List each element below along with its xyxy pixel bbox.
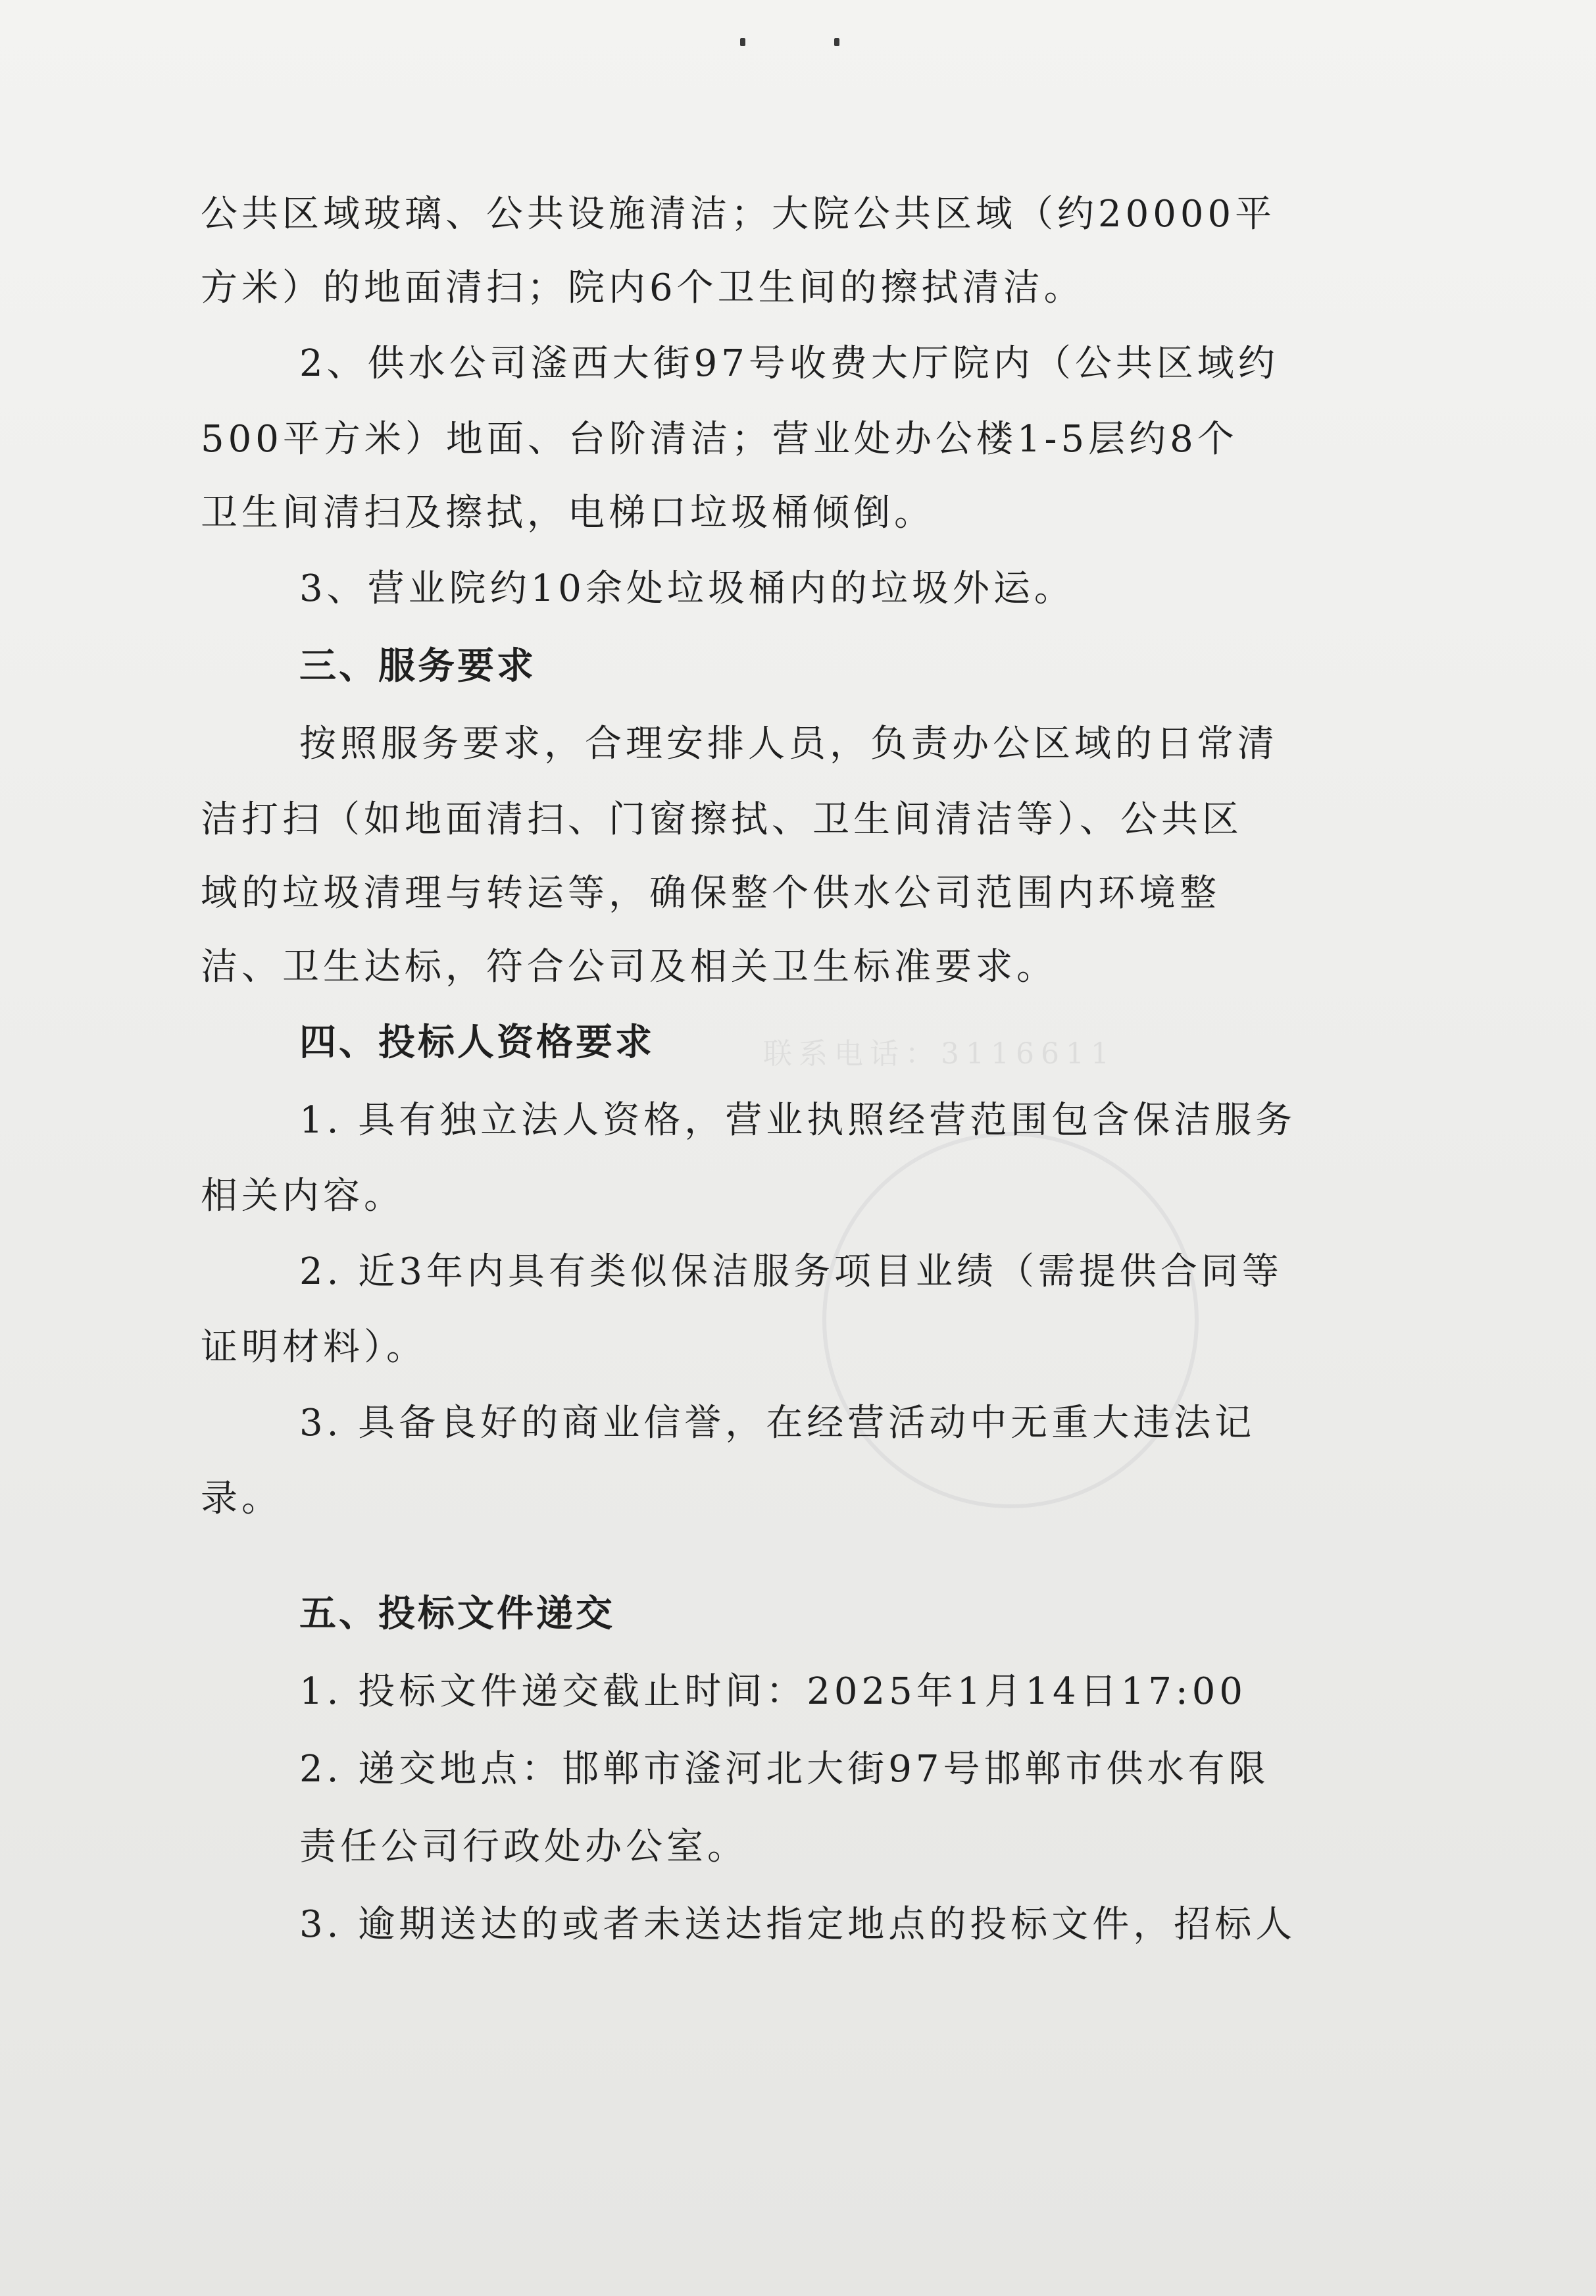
list-item-line: 1. 具有独立法人资格，营业执照经营范围包含保洁服务 <box>299 1099 1297 1142</box>
list-item-line: 1. 投标文件递交截止时间：2025年1月14日17:00 <box>299 1670 1247 1713</box>
document-body <box>201 178 1385 1964</box>
paragraph-line: 域的垃圾清理与转运等，确保整个供水公司范围内环境整 <box>201 872 1220 915</box>
list-item-line: 3、营业院约10余处垃圾桶内的垃圾外运。 <box>299 567 1075 610</box>
paragraph-line: 500平方米）地面、台阶清洁；营业处办公楼1-5层约8个 <box>201 418 1238 461</box>
section-spacer <box>201 1536 1385 1575</box>
punch-hole-mark <box>834 38 839 46</box>
section-heading: 五、投标文件递交 <box>299 1593 615 1635</box>
paragraph-line: 公共区域玻璃、公共设施清洁；大院公共区域（约20000平 <box>201 193 1276 236</box>
paragraph-line: 按照服务要求，合理安排人员，负责办公区域的日常清 <box>299 723 1278 765</box>
list-item-line: 2. 递交地点：邯郸市滏河北大街97号邯郸市供水有限 <box>299 1748 1270 1791</box>
list-item-line: 2、供水公司滏西大街97号收费大厅院内（公共区域约 <box>299 342 1279 385</box>
paragraph-line: 相关内容。 <box>201 1175 405 1217</box>
paragraph-line: 洁打扫（如地面清扫、门窗擦拭、卫生间清洁等）、公共区 <box>201 798 1243 841</box>
punch-hole-mark <box>740 38 745 46</box>
paragraph-line: 责任公司行政处办公室。 <box>299 1825 748 1868</box>
paragraph-line: 卫生间清扫及擦拭，电梯口垃圾桶倾倒。 <box>201 492 935 534</box>
bleed-through-text: 联系电话：3116611 <box>763 1037 1116 1071</box>
section-heading: 四、投标人资格要求 <box>299 1021 655 1064</box>
paragraph-line: 洁、卫生达标，符合公司及相关卫生标准要求。 <box>201 946 1057 988</box>
list-item-line: 2. 近3年内具有类似保洁服务项目业绩（需提供合同等 <box>299 1250 1283 1293</box>
list-item-line: 3. 逾期送达的或者未送达指定地点的投标文件，招标人 <box>299 1903 1297 1946</box>
paragraph-line: 方米）的地面清扫；院内6个卫生间的擦拭清洁。 <box>201 267 1085 309</box>
paragraph-line: 录。 <box>201 1477 282 1520</box>
paragraph-line: 证明材料）。 <box>201 1326 427 1369</box>
list-item-line: 3. 具备良好的商业信誉，在经营活动中无重大违法记 <box>299 1402 1256 1444</box>
section-heading: 三、服务要求 <box>299 645 536 688</box>
